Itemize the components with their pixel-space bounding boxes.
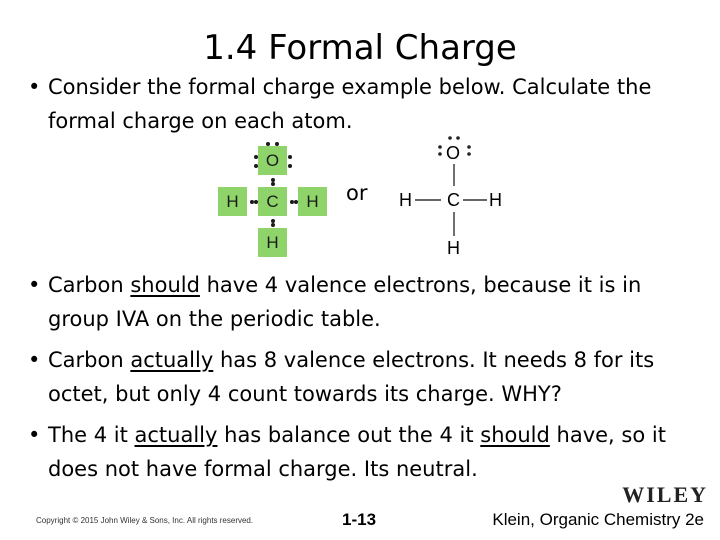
lone-pair-dot xyxy=(438,145,442,149)
bullet-4-text xyxy=(48,418,708,486)
electron-dot xyxy=(271,182,275,186)
struct-atom-bottom: H xyxy=(447,238,460,258)
footer-copyright: Copyright © 2015 John Wiley & Sons, Inc. All rights reserved. xyxy=(36,516,254,525)
bullet-2-pre: Carbon xyxy=(48,273,131,297)
electron-dot xyxy=(288,155,292,159)
lone-pair-dot xyxy=(456,136,460,140)
electron-dot xyxy=(288,164,292,168)
bullet-4-mid: has balance out the 4 it xyxy=(217,423,481,447)
bullet-1-text: Consider the formal charge example below. Calculate the formal charge on each atom. xyxy=(48,75,652,133)
electron-dot xyxy=(275,142,279,146)
bullet-2-post: have 4 valence electrons, because it is in group IVA on the periodic table. xyxy=(48,273,642,331)
struct-atom-top: O xyxy=(446,143,461,163)
bullet-dot: • xyxy=(28,75,41,99)
bullet-4 xyxy=(28,418,708,486)
bullet-2-text xyxy=(48,268,708,336)
bullet-4-post: have, so it does not have formal charge. Its neutral. xyxy=(48,423,666,481)
lewis-atom-right: H xyxy=(298,187,327,216)
struct-atom-right: H xyxy=(489,190,502,210)
bullet-4-emphasis-2: should xyxy=(480,423,550,447)
lone-pair-dot xyxy=(467,145,471,149)
bullet-3-pre: Carbon xyxy=(48,348,131,372)
structural-formula xyxy=(395,134,515,258)
or-label: or xyxy=(346,181,368,205)
bullet-dot: • xyxy=(28,273,41,297)
bullet-2 xyxy=(28,268,708,336)
footer-book-title: Klein, Organic Chemistry 2e xyxy=(492,510,704,529)
footer-page-number: 1-13 xyxy=(342,510,377,529)
structural-formula-svg xyxy=(395,134,515,258)
slide-title: 1.4 Formal Charge xyxy=(203,28,517,68)
electron-dot xyxy=(254,164,258,168)
bullet-3-emphasis: actually xyxy=(130,348,214,372)
bullet-4-pre: The 4 it xyxy=(48,423,135,447)
lewis-atom-left: H xyxy=(218,187,247,216)
bullet-2-emphasis: should xyxy=(130,273,200,297)
bullet-dot: • xyxy=(28,423,41,447)
lone-pair-dot xyxy=(438,152,442,156)
electron-dot xyxy=(271,223,275,227)
bullet-1 xyxy=(28,70,708,138)
struct-atom-center: C xyxy=(447,190,460,210)
lewis-atom-top: O xyxy=(258,146,287,175)
lewis-dot-diagram xyxy=(218,142,328,258)
electron-dot xyxy=(254,155,258,159)
electron-dot xyxy=(294,200,298,204)
lewis-atom-bottom: H xyxy=(258,228,287,257)
lone-pair-dot xyxy=(448,136,452,140)
bullet-3 xyxy=(28,343,708,411)
bullet-3-text xyxy=(48,343,708,411)
lone-pair-dot xyxy=(467,152,471,156)
bullet-3-post: has 8 valence electrons. It needs 8 for its octet, but only 4 count towards its charge. WHY? xyxy=(48,348,655,406)
wiley-logo: WILEY xyxy=(622,482,708,507)
bullet-dot: • xyxy=(28,348,41,372)
electron-dot xyxy=(254,200,258,204)
electron-dot xyxy=(266,142,270,146)
bullet-4-emphasis-1: actually xyxy=(134,423,218,447)
lewis-atom-center: C xyxy=(258,187,287,216)
struct-atom-left: H xyxy=(399,190,412,210)
